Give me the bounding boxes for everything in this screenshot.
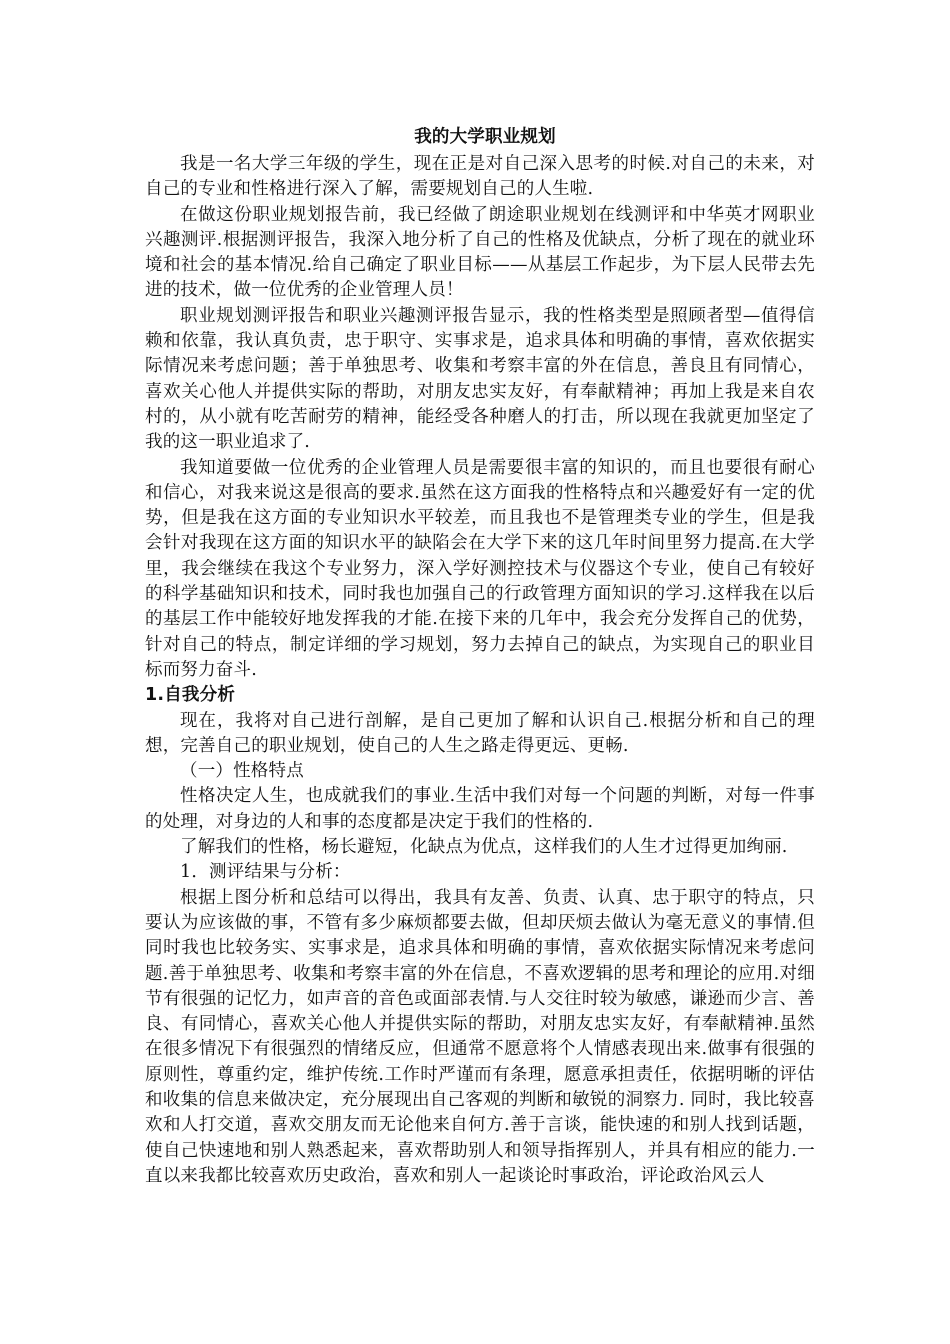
section-intro-paragraph: 现在，我将对自己进行剖解，是自己更加了解和认识自己.根据分析和自己的理想，完善自己的职业规划，使自己的人生之路走得更远、更畅. — [145, 710, 815, 756]
intro-paragraph-2: 在做这份职业规划报告前，我已经做了朗途职业规划在线测评和中华英才网职业兴趣测评.根据测评报告，我深入地分析了自己的性格及优缺点，分析了现在的就业环境和社会的基本情况.给自己确定了职业目标——从基层工作起步，为下层人民带去先进的技术，做一位优秀的企业管理人员！ — [145, 204, 815, 301]
document-page — [145, 122, 815, 1189]
assessment-paragraph: 根据上图分析和总结可以得出，我具有友善、负责、认真、忠于职守的特点，只要认为应该做的事，不管有多少麻烦都要去做，但却厌烦去做认为毫无意义的事情.但同时我也比较务实、实事求是，追求具体和明确的事情，喜欢依据实际情况来考虑问题.善于单独思考、收集和考察丰富的外在信息，不喜欢逻辑的思考和理论的应用.对细节有很强的记忆力，如声音的音色或面部表情.与人交往时较为敏感，谦逊而少言、善良、有同情心，喜欢关心他人并提供实际的帮助，对朋友忠实友好，有奉献精神.虽然在很多情况下有很强烈的情绪反应，但通常不愿意将个人情感表现出来.做事有很强的原则性，尊重约定，维护传统.工作时严谨而有条理，愿意承担责任，依据明晰的评估和收集的信息来做决定，充分展现出自己客观的判断和敏锐的洞察力. 同时，我比较喜欢和人打交道，喜欢交朋友而无论他来自何方.善于言谈，能快速的和别人找到话题，使自己快速地和别人熟悉起来，喜欢帮助别人和领导指挥别人，并具有相应的能力.一直以来我都比较喜欢历史政治，喜欢和别人一起谈论时事政治，评论政治风云人 — [145, 887, 815, 1186]
section-heading-self-analysis: 1.自我分析 — [145, 685, 236, 706]
intro-paragraph-1: 我是一名大学三年级的学生，现在正是对自己深入思考的时候.对自己的未来，对自己的专业和性格进行深入了解，需要规划自己的人生啦. — [145, 154, 815, 200]
intro-paragraph-4: 我知道要做一位优秀的企业管理人员是需要很丰富的知识的，而且也要很有耐心和信心，对我来说这是很高的要求.虽然在这方面我的性格特点和兴趣爱好有一定的优势，但是我在这方面的专业知识水平较差，而且我也不是管理类专业的学生，但是我会针对我现在这方面的知识水平的缺陷会在大学下来的这几年时间里努力提高.在大学里，我会继续在我这个专业努力，深入学好测控技术与仪器这个专业，使自己有较好的科学基础知识和技术，同时我也加强自己的行政管理方面知识的学习.这样我在以后的基层工作中能较好地发挥我的才能.在接下来的几年中，我会充分发挥自己的优势，针对自己的特点，制定详细的学习规划，努力去掉自己的缺点，为实现自己的职业目标而努力奋斗. — [145, 457, 815, 680]
item-heading-assessment: 1．测评结果与分析： — [180, 862, 351, 883]
personality-paragraph-2: 了解我们的性格，杨长避短，化缺点为优点，这样我们的人生才过得更加绚丽. — [180, 837, 788, 858]
document-title: 我的大学职业规划 — [414, 127, 556, 147]
subsection-heading-personality: （一）性格特点 — [180, 761, 304, 782]
intro-paragraph-3: 职业规划测评报告和职业兴趣测评报告显示，我的性格类型是照顾者型—值得信赖和依靠，我认真负责，忠于职守、实事求是，追求具体和明确的事情，喜欢依据实际情况来考虑问题；善于单独思考、收集和考察丰富的外在信息，善良且有同情心，喜欢关心他人并提供实际的帮助，对朋友忠实友好，有奉献精神；再加上我是来自农村的，从小就有吃苦耐劳的精神，能经受各种磨人的打击，所以现在我就更加坚定了我的这一职业追求了. — [145, 305, 815, 453]
personality-paragraph-1: 性格决定人生，也成就我们的事业.生活中我们对每一个问题的判断，对每一件事的处理，对身边的人和事的态度都是决定于我们的性格的. — [145, 786, 815, 832]
